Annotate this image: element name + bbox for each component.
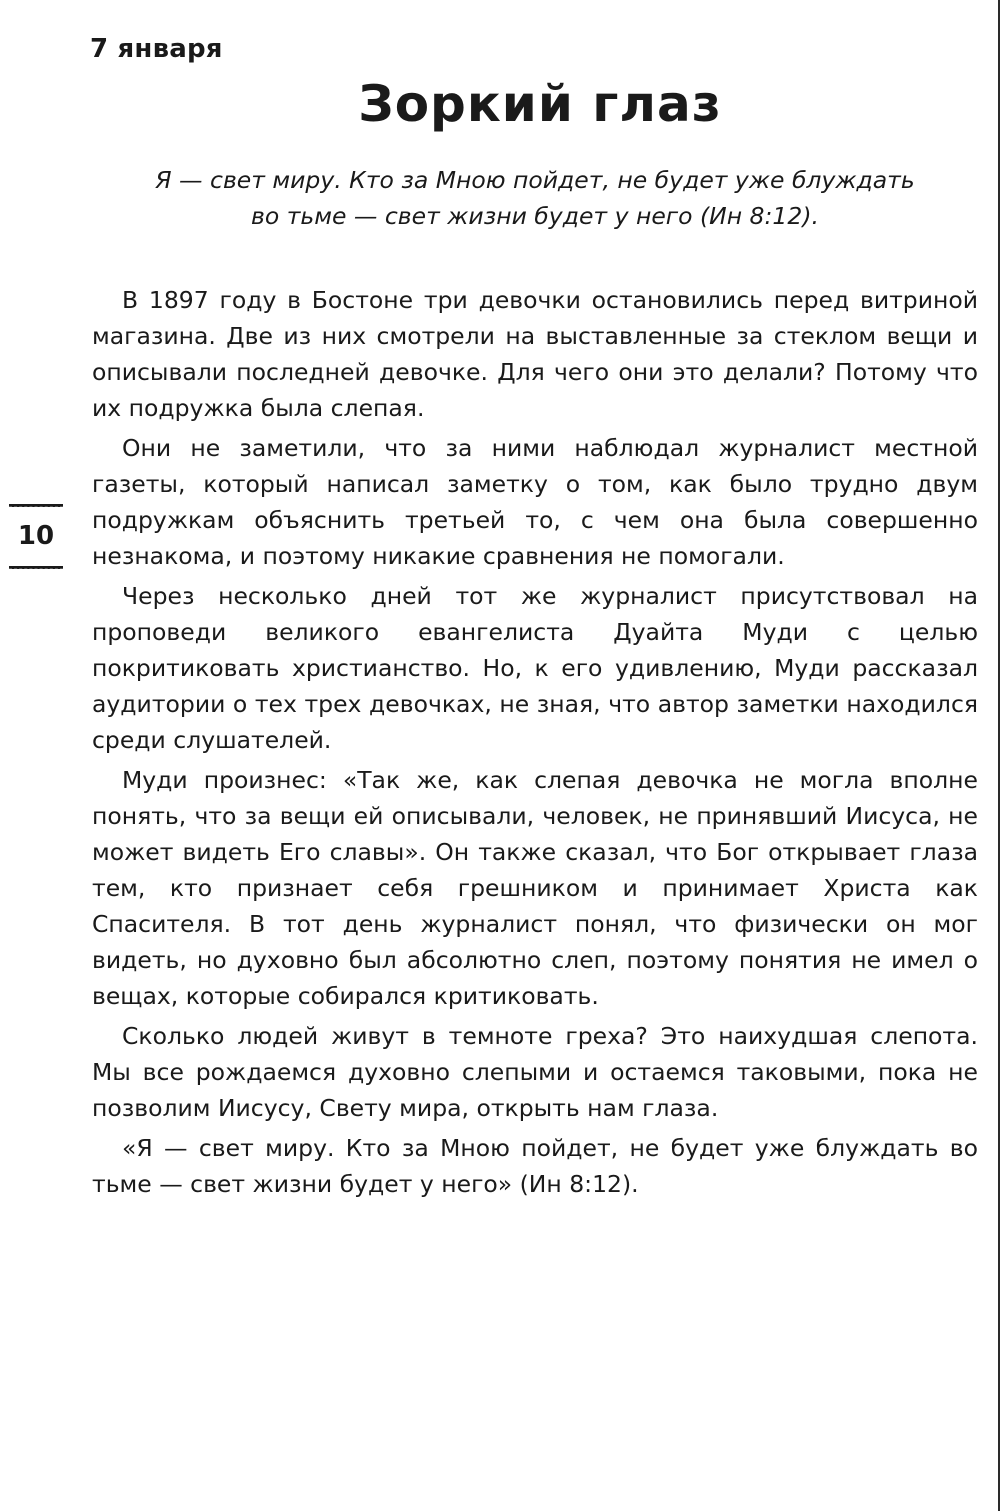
page-number-rule-top: [9, 504, 63, 507]
epigraph-line: Я — свет миру. Кто за Мною пойдет, не будет уже блуждать: [155, 166, 915, 194]
paragraph: В 1897 году в Бостоне три девочки остановились перед витриной магазина. Две из них смотрели на выставленные за стеклом вещи и описывали последней девочке. Для чего они это делали? Потому что их подружка была слепая.: [92, 286, 978, 422]
paragraph: Они не заметили, что за ними наблюдал журналист местной газеты, который написал заметку о том, как было трудно двум подружкам объяснить третьей то, с чем она была совершенно незнакома, и поэтому никакие сравнения не помогали.: [92, 434, 978, 570]
body-text: [92, 282, 978, 1206]
epigraph: [100, 162, 970, 234]
page-number-rule-bottom: [9, 566, 63, 569]
page-number: 10: [17, 521, 55, 551]
page-title: Зоркий глаз: [358, 75, 722, 133]
paragraph: «Я — свет миру. Кто за Мною пойдет, не будет уже блуждать во тьме — свет жизни будет у него» (Ин 8:12).: [92, 1134, 978, 1198]
paragraph: Сколько людей живут в темноте греха? Это наихудшая слепота. Мы все рождаемся духовно слепыми и остаемся таковыми, пока не позволим Иисусу, Свету мира, открыть нам глаза.: [92, 1022, 978, 1122]
entry-date: 7 января: [90, 34, 223, 64]
paragraph: Муди произнес: «Так же, как слепая девочка не могла вполне понять, что за вещи ей описывали, человек, не принявший Иисуса, не может видеть Его славы». Он также сказал, что Бог открывает глаза тем, кто признает себя грешником и принимает Христа как Спасителя. В тот день журналист понял, что физически он мог видеть, но духовно был абсолютно слеп, поэтому понятия не имел о вещах, которые собирался критиковать.: [92, 766, 978, 1010]
paragraph: Через несколько дней тот же журналист присутствовал на проповеди великого евангелиста Дуайта Муди с целью покритиковать христианство. Но, к его удивлению, Муди рассказал аудитории о тех трех девочках, не зная, что автор заметки находился среди слушателей.: [92, 582, 978, 754]
page-number-marker: [9, 504, 63, 572]
epigraph-line: во тьме — свет жизни будет у него (Ин 8:12).: [251, 202, 819, 230]
